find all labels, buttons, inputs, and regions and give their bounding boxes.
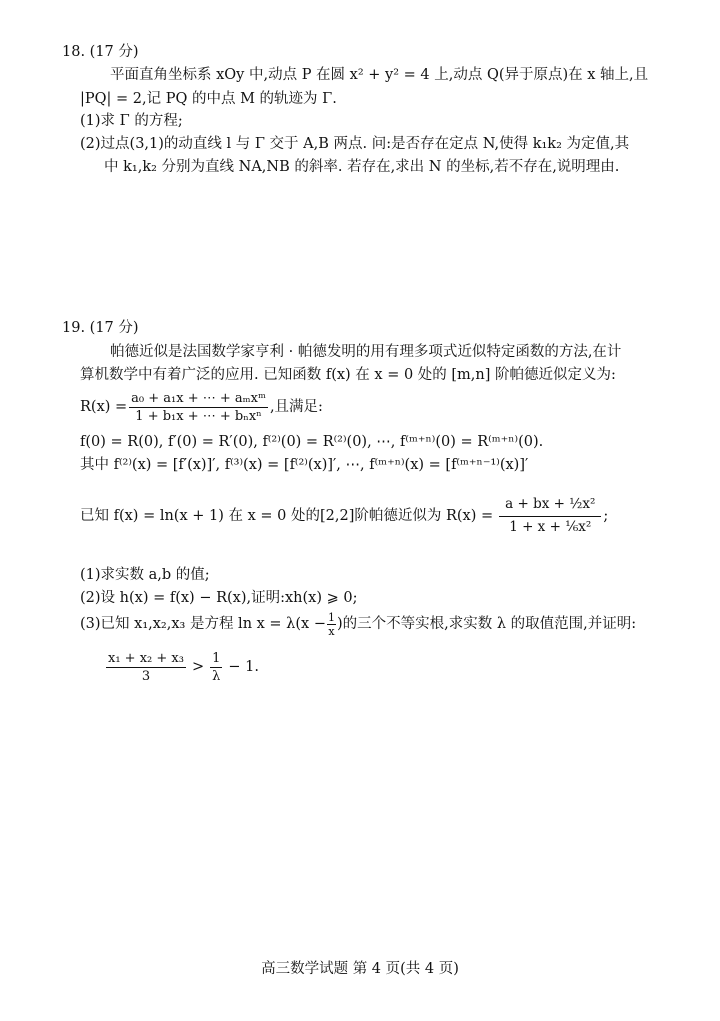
ineq-tail: − 1. (228, 659, 259, 676)
q18-part1: (1)求 Γ 的方程; (80, 113, 183, 129)
q19-inequality (104, 652, 259, 683)
pade-denominator: 1 + b₁x + ⋯ + bₙxⁿ (135, 409, 262, 424)
q19-conditions-line: f(0) = R(0), f′(0) = R′(0), f⁽²⁾(0) = R⁽²⁾(0), ⋯, f⁽ᵐ⁺ⁿ⁾(0) = R⁽ᵐ⁺ⁿ⁾(0). (80, 434, 544, 450)
q19-intro-line1: 帕德近似是法国数学家亨利 · 帕德发明的用有理多项式近似特定函数的方法,在计 (110, 344, 622, 360)
ineq-right-fraction (210, 652, 222, 683)
q19-part1: (1)求实数 a,b 的值; (80, 567, 210, 583)
q18-stem-line1: 平面直角坐标系 xOy 中,动点 P 在圆 x² + y² = 4 上,动点 Q(异于原点)在 x 轴上,且 (110, 67, 649, 83)
q18-stem-line2: |PQ| = 2,记 PQ 的中点 M 的轨迹为 Γ. (80, 91, 337, 107)
q19-given-line (80, 498, 608, 534)
pade-fraction (129, 392, 268, 423)
ineq-left-num: x₁ + x₂ + x₃ (108, 651, 184, 666)
pade-tail: ,且满足: (269, 399, 323, 416)
q18-heading: 18. (17 分) (62, 44, 139, 60)
pade-numerator: a₀ + a₁x + ⋯ + aₘxᵐ (131, 391, 266, 406)
q19-intro-line2: 算机数学中有着广泛的应用. 已知函数 f(x) 在 x = 0 处的 [m,n] 阶帕德近似定义为: (80, 367, 616, 383)
ineq-right-den: λ (212, 669, 221, 684)
q19-derivative-definition-line: 其中 f⁽²⁾(x) = [f′(x)]′, f⁽³⁾(x) = [f⁽²⁾(x)]′, ⋯, f⁽ᵐ⁺ⁿ⁾(x) = [f⁽ᵐ⁺ⁿ⁻¹⁾(x)]′ (80, 457, 529, 473)
ineq-gt: > (191, 659, 205, 676)
part3-pre: (3)已知 x₁,x₂,x₃ 是方程 ln x = λ(x − (80, 616, 326, 633)
given-numerator: a + bx + ½x² (499, 498, 601, 517)
page-footer: 高三数学试题 第 4 页(共 4 页) (261, 961, 459, 977)
part3-frac-den: x (328, 625, 335, 638)
q19-heading: 19. (17 分) (62, 320, 139, 336)
given-tail: ; (603, 507, 609, 524)
ineq-left-den: 3 (141, 669, 151, 684)
pade-lhs: R(x) = (80, 399, 128, 416)
ineq-left-fraction (106, 652, 186, 683)
ineq-right-num: 1 (212, 651, 221, 666)
given-text: 已知 f(x) = ln(x + 1) 在 x = 0 处的[2,2]阶帕德近似为 R(x) = (80, 507, 494, 524)
q19-part2: (2)设 h(x) = f(x) − R(x),证明:xh(x) ⩾ 0; (80, 590, 358, 606)
q19-part3 (80, 612, 636, 637)
pade-definition-formula (80, 392, 323, 423)
part3-post: )的三个不等实根,求实数 λ 的取值范围,并证明: (336, 616, 637, 633)
given-denominator: 1 + x + ⅙x² (509, 518, 592, 535)
part3-fraction (327, 612, 336, 637)
q18-part2-line2: 中 k₁,k₂ 分别为直线 NA,NB 的斜率. 若存在,求出 N 的坐标,若不存在,说明理由. (104, 159, 620, 175)
given-fraction (499, 498, 601, 534)
q18-part2-line1: (2)过点(3,1)的动直线 l 与 Γ 交于 A,B 两点. 问:是否存在定点 N,使得 k₁k₂ 为定值,其 (80, 136, 630, 152)
part3-frac-num: 1 (327, 611, 335, 624)
